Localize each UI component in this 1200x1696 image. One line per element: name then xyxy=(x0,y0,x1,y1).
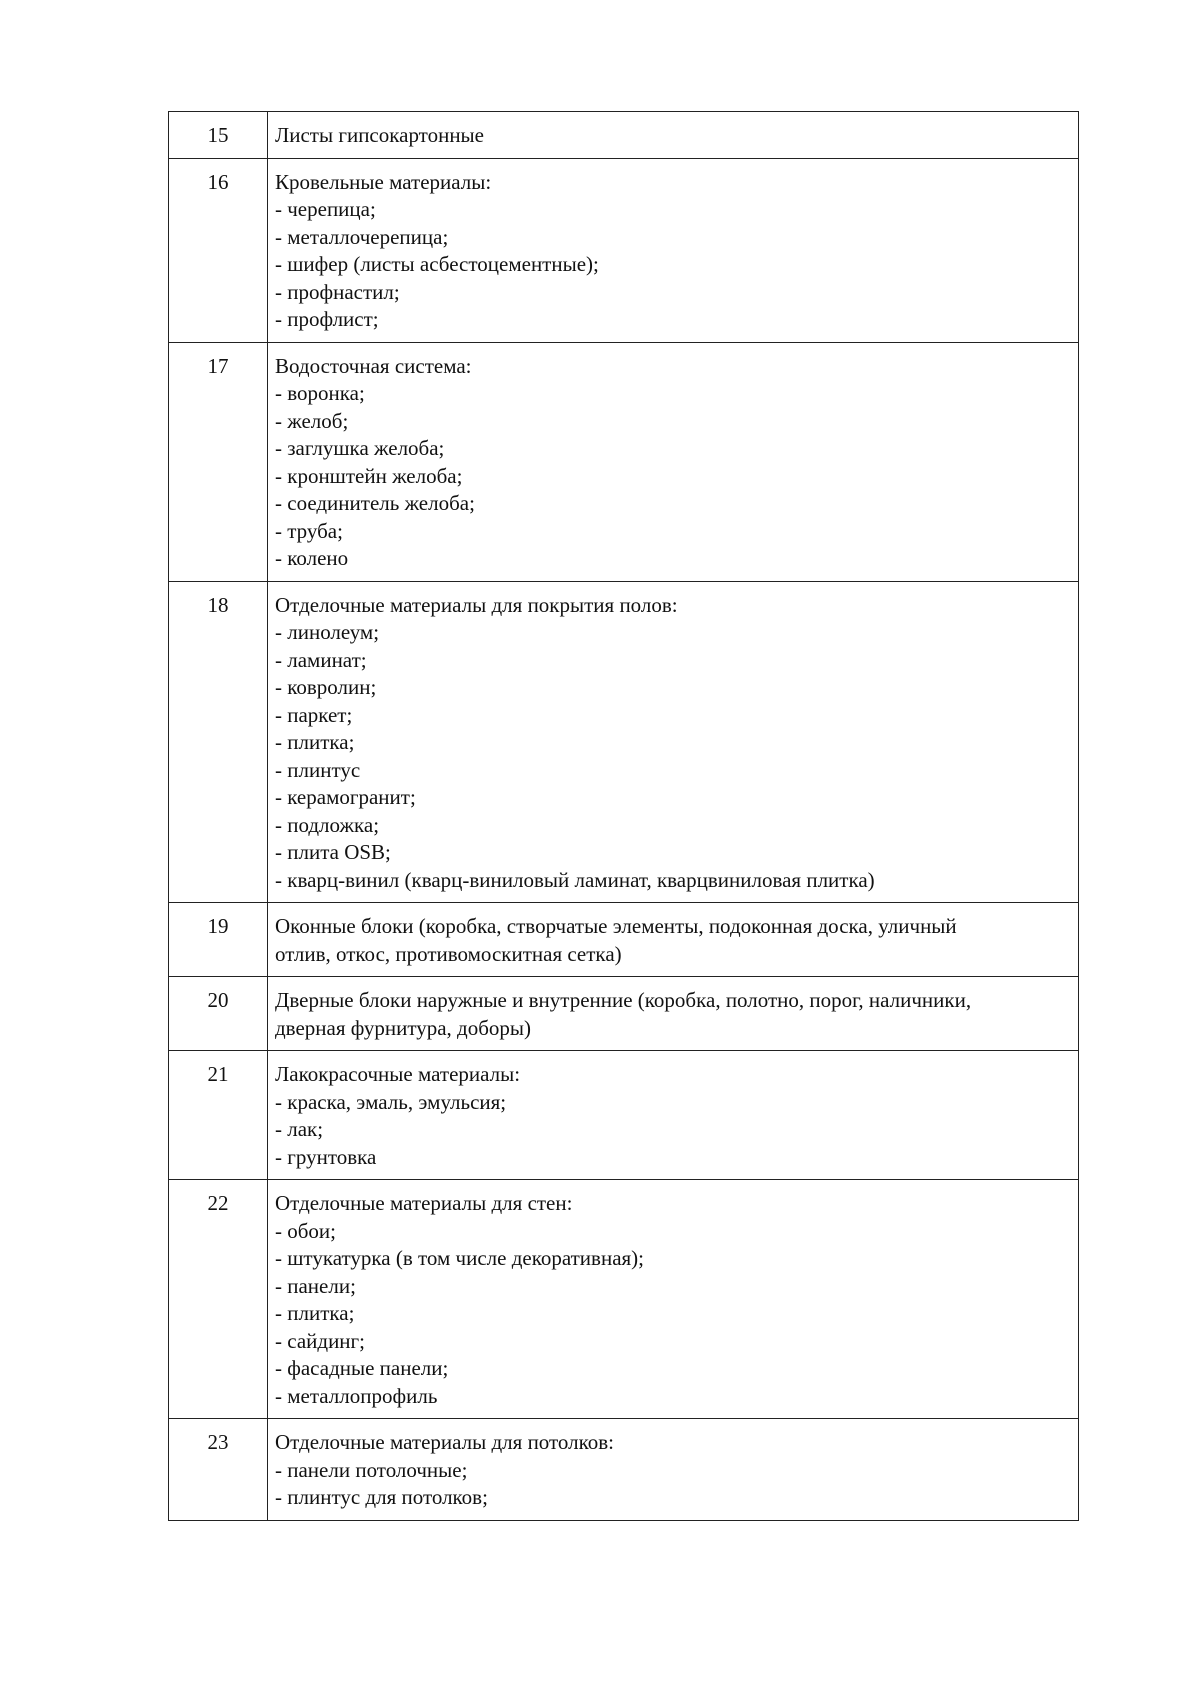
table-row xyxy=(169,977,1079,1051)
list-item: - плинтус для потолков; xyxy=(275,1485,488,1509)
category-heading: Отделочные материалы для потолков: xyxy=(275,1430,615,1454)
list-item: - кронштейн желоба; xyxy=(275,463,463,488)
list-item: - металлочерепица; xyxy=(275,224,449,249)
row-description xyxy=(268,903,1079,977)
row-description xyxy=(268,1051,1079,1180)
row-number: 22 xyxy=(169,1180,268,1419)
category-heading: Отделочные материалы для стен: xyxy=(275,1191,573,1215)
row-number: 15 xyxy=(169,112,268,159)
list-item: - подложка; xyxy=(275,812,380,837)
list-item: - труба; xyxy=(275,518,343,543)
list-item: - панели; xyxy=(275,1273,356,1298)
row-number: 20 xyxy=(169,977,268,1051)
list-item: - кварц-винил (кварц-виниловый ламинат, кварцвиниловая плитка) xyxy=(275,867,875,892)
category-heading: Дверные блоки наружные и внутренние (коробка, полотно, порог, наличники, xyxy=(275,988,972,1012)
table-row xyxy=(169,903,1079,977)
row-number: 16 xyxy=(169,158,268,342)
materials-table-body xyxy=(169,112,1079,1521)
list-item: - металлопрофиль xyxy=(275,1383,438,1408)
row-description xyxy=(268,1180,1079,1419)
list-item: - панели потолочные; xyxy=(275,1457,468,1482)
row-description xyxy=(268,112,1079,159)
list-item: - ламинат; xyxy=(275,647,367,672)
category-heading: Водосточная система: xyxy=(275,353,472,378)
row-description xyxy=(268,342,1079,581)
list-item: - фасадные панели; xyxy=(275,1356,449,1380)
row-number: 19 xyxy=(169,903,268,977)
row-description xyxy=(268,581,1079,903)
list-item: - шифер (листы асбестоцементные); xyxy=(275,252,599,276)
list-item: - воронка; xyxy=(275,381,365,405)
row-number: 21 xyxy=(169,1051,268,1180)
list-item: - плинтус xyxy=(275,757,361,782)
list-item: - краска, эмаль, эмульсия; xyxy=(275,1089,507,1114)
list-item: - паркет; xyxy=(275,702,353,727)
list-item: - грунтовка xyxy=(275,1144,377,1169)
list-item: - соединитель желоба; xyxy=(275,491,475,515)
category-heading: Оконные блоки (коробка, створчатые элементы, подоконная доска, уличный xyxy=(275,914,957,938)
table-row xyxy=(169,342,1079,581)
list-item: - сайдинг; xyxy=(275,1328,365,1353)
list-item: дверная фурнитура, доборы) xyxy=(275,1015,532,1040)
list-item: - профнастил; xyxy=(275,279,400,304)
category-heading: Листы гипсокартонные xyxy=(275,123,484,147)
list-item: - линолеум; xyxy=(275,620,380,644)
list-item: - плитка; xyxy=(275,730,355,754)
list-item: - ковролин; xyxy=(275,675,377,699)
table-row xyxy=(169,112,1079,159)
list-item: - черепица; xyxy=(275,197,376,221)
list-item: - штукатурка (в том числе декоративная); xyxy=(275,1246,644,1270)
list-item: - желоб; xyxy=(275,408,349,433)
table-row xyxy=(169,581,1079,903)
list-item: - плитка; xyxy=(275,1301,355,1325)
table-row xyxy=(169,1419,1079,1521)
row-number: 23 xyxy=(169,1419,268,1521)
row-number: 17 xyxy=(169,342,268,581)
category-heading: Кровельные материалы: xyxy=(275,169,492,194)
list-item: - заглушка желоба; xyxy=(275,436,445,460)
list-item: - лак; xyxy=(275,1117,324,1141)
row-description xyxy=(268,977,1079,1051)
list-item: - профлист; xyxy=(275,307,379,331)
table-row xyxy=(169,1180,1079,1419)
list-item: - керамогранит; xyxy=(275,785,416,809)
table-row xyxy=(169,1051,1079,1180)
row-description xyxy=(268,1419,1079,1521)
row-number: 18 xyxy=(169,581,268,903)
materials-table xyxy=(168,111,1079,1521)
category-heading: Отделочные материалы для покрытия полов: xyxy=(275,592,678,617)
list-item: отлив, откос, противомоскитная сетка) xyxy=(275,941,622,966)
list-item: - обои; xyxy=(275,1218,337,1243)
table-row xyxy=(169,158,1079,342)
list-item: - колено xyxy=(275,546,349,570)
category-heading: Лакокрасочные материалы: xyxy=(275,1062,521,1086)
row-description xyxy=(268,158,1079,342)
list-item: - плита OSB; xyxy=(275,840,391,864)
